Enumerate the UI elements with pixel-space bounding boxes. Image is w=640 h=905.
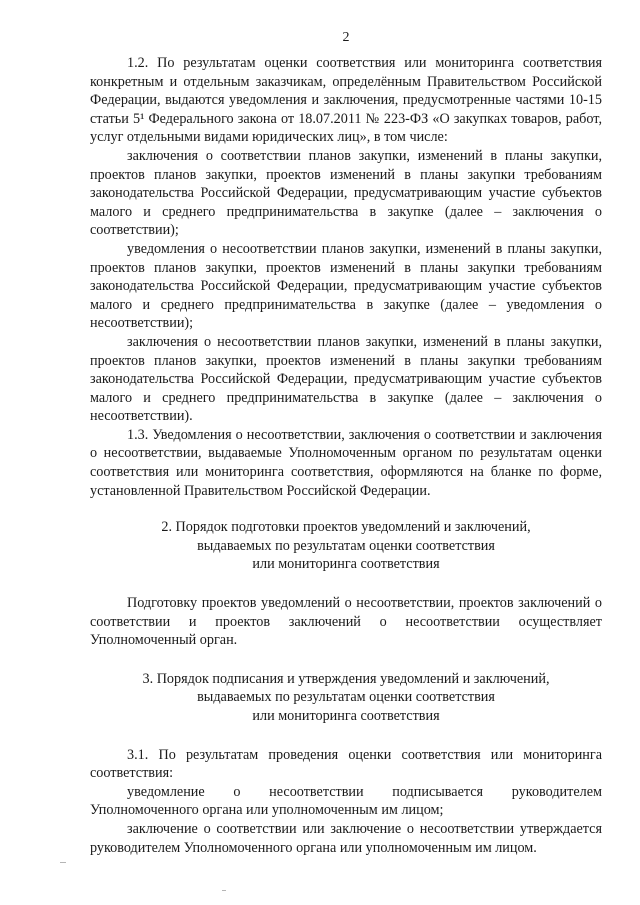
- clause-1-3: 1.3. Уведомления о несоответствии, заключения о соответствии и заключения о несоответствии, выдаваемые Уполномоченным органом по результатам оценки соответствия или мониторинга соответствия, оформляются на бланке по форме, установленной Правительством Российской Федерации.: [90, 426, 602, 499]
- section-2-heading-line-2: выдаваемых по результатам оценки соответствия: [197, 537, 495, 554]
- clause-1-2-item-notices-noncompliance: уведомления о несоответствии планов закупки, изменений в планы закупки, проектов планов закупки, проектов изменений в планы закупки требованиям законодательства Российской Федерации, предусматривающим участие субъектов малого и среднего предпринимательства в закупке (далее – уведомления о несоответствии);: [90, 240, 602, 332]
- clause-1-2: 1.2. По результатам оценки соответствия или мониторинга соответствия конкретным и отдельным заказчикам, определённым Правительством Российской Федерации, выдаются уведомления и заключения, предусмотренные частями 10-15 статьи 5¹ Федерального закона от 18.07.2011 № 223-ФЗ «О закупках товаров, работ, услуг отдельными видами юридических лиц», в том числе:: [90, 55, 602, 146]
- clause-3-1-item-notice-signing: уведомление о несоответствии подписывается руководителем Уполномоченного органа или уполномоченным им лицом;: [90, 783, 602, 819]
- section-2-heading: [90, 518, 602, 574]
- section-2-heading-line-3: или мониторинга соответствия: [252, 556, 440, 573]
- section-2-heading-line-1: 2. Порядок подготовки проектов уведомлений и заключений,: [161, 519, 531, 536]
- scan-speck: [60, 862, 66, 863]
- section-3-heading-line-3: или мониторинга соответствия: [252, 708, 440, 724]
- page-number: 2: [342, 30, 350, 45]
- clause-3-1: 3.1. По результатам проведения оценки соответствия или мониторинга соответствия:: [90, 746, 602, 782]
- section-3-heading-line-2: выдаваемых по результатам оценки соответствия: [197, 689, 495, 706]
- section-3-heading-line-1: 3. Порядок подписания и утверждения уведомлений и заключений,: [142, 670, 550, 687]
- scan-speck: [222, 890, 226, 891]
- section-3-heading: [90, 670, 602, 726]
- clause-1-2-item-conclusions-compliance: заключения о соответствии планов закупки, изменений в планы закупки, проектов планов закупки, проектов изменений в планы закупки требованиям законодательства Российской Федерации, предусматривающим участие субъектов малого и среднего предпринимательства в закупке (далее – заключения о соответствии);: [90, 147, 602, 239]
- clause-3-1-item-conclusion-approval: заключение о соответствии или заключение о несоответствии утверждается руководителем Уполномоченного органа или уполномоченным им лицом.: [90, 820, 602, 856]
- section-2-paragraph: Подготовку проектов уведомлений о несоответствии, проектов заключений о соответствии и проектов заключений о несоответствии осуществляет Уполномоченный орган.: [90, 595, 602, 649]
- clause-1-2-item-conclusions-noncompliance: заключения о несоответствии планов закупки, изменений в планы закупки, проектов планов закупки, проектов изменений в планы закупки требованиям законодательства Российской Федерации, предусматривающим участие субъектов малого и среднего предпринимательства в закупке (далее – заключения о несоответствии).: [90, 333, 602, 425]
